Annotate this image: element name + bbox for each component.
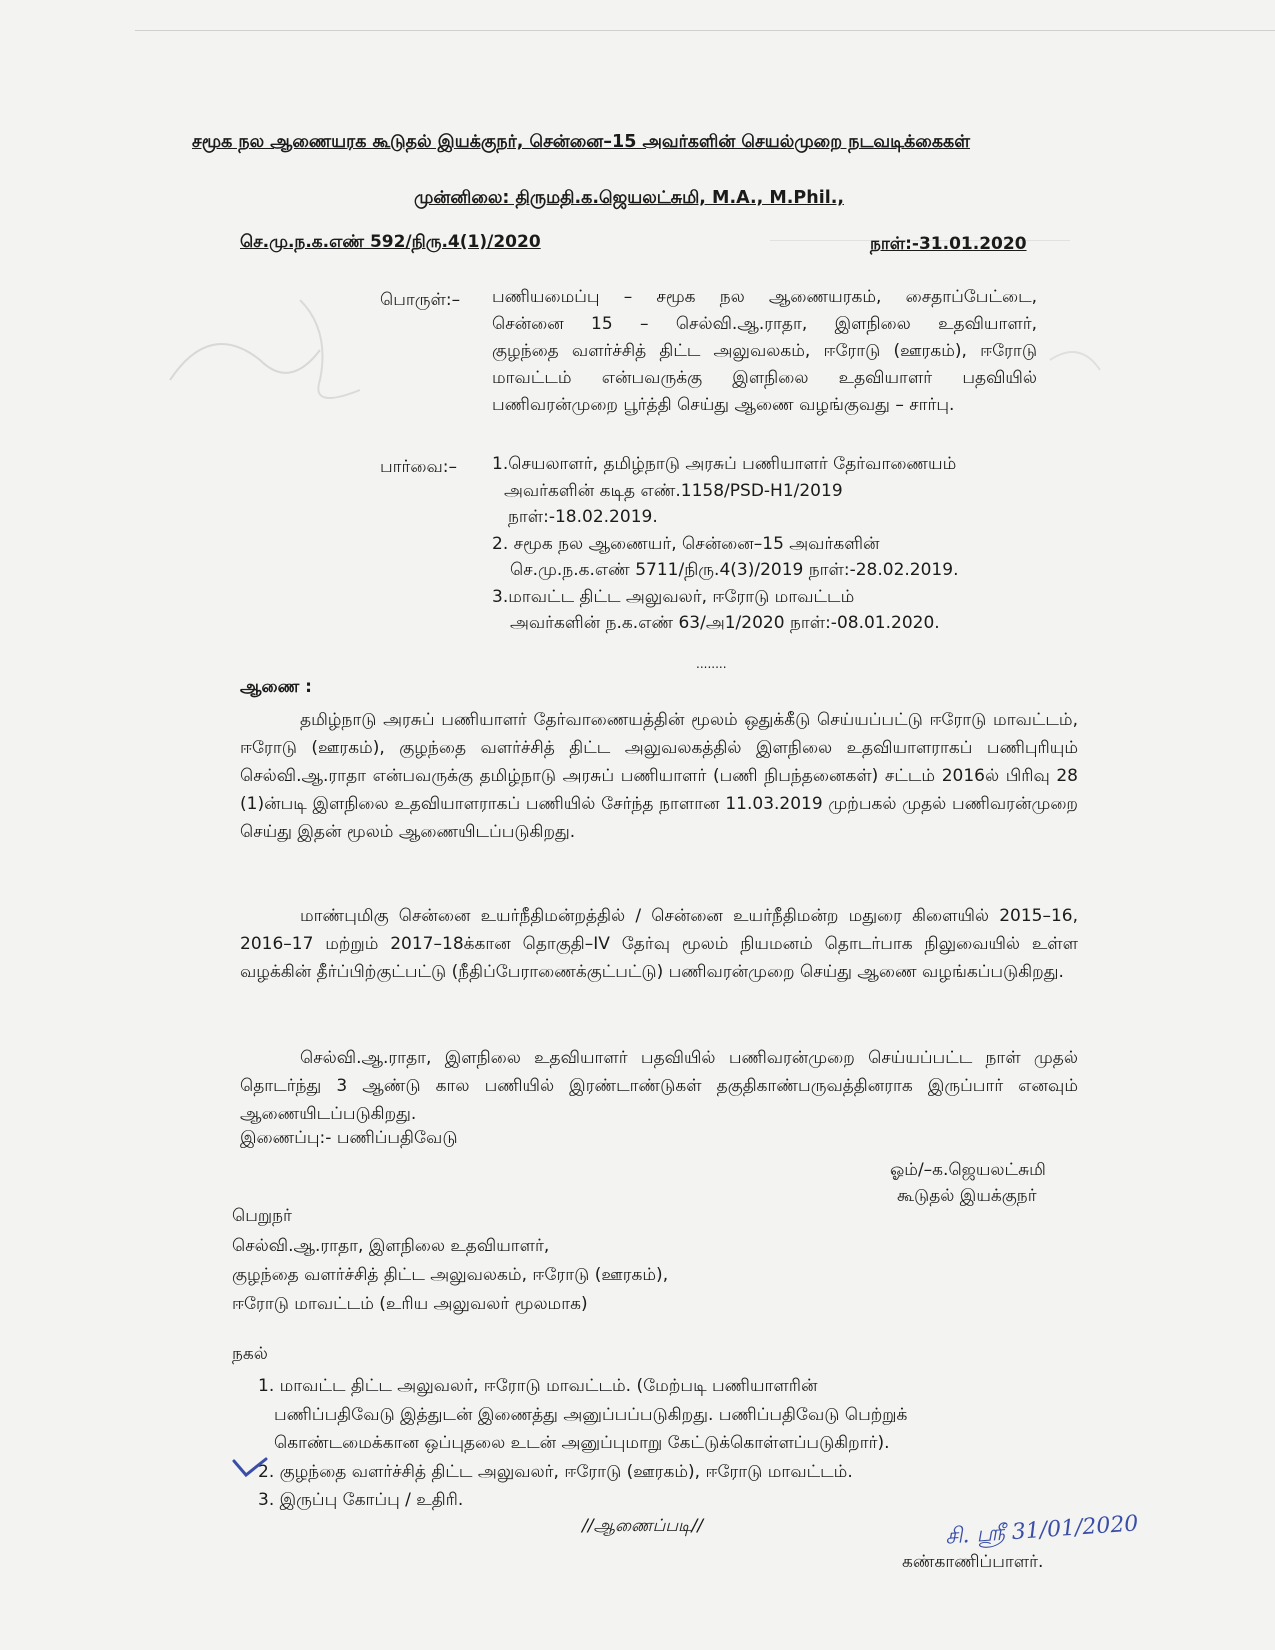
recipient-line: ஈரோடு மாவட்டம் (உரிய அலுவலர் மூலமாக) — [232, 1294, 588, 1314]
recipient-line: செல்வி.ஆ.ராதா, இளநிலை உதவியாளர், — [232, 1236, 550, 1256]
reference-line: அவர்களின் கடித எண்.1158/PSD-H1/2019 — [504, 480, 843, 501]
order-paragraph-3 — [240, 1044, 1078, 1128]
reference-line: நாள்:-18.02.2019. — [508, 507, 658, 527]
superintendent-label: கண்காணிப்பாளர். — [902, 1552, 1044, 1572]
enclosure-line: இணைப்பு:- பணிப்பதிவேடு — [240, 1128, 458, 1148]
copy-line: கொண்டமைக்கான ஒப்புதலை உடன் அனுப்புமாறு கேட்டுக்கொள்ளப்படுகிறார்). — [274, 1433, 890, 1453]
copy-label: நகல் — [232, 1344, 268, 1364]
handwritten-initials-date: சி. ஸ்ரீ 31/01/2020 — [944, 1511, 1140, 1550]
presence-line: முன்னிலை: திருமதி.க.ஜெயலட்சுமி, M.A., M.Phil., — [414, 188, 844, 208]
subject-text — [492, 284, 1037, 419]
recipient-line: குழந்தை வளர்ச்சித் திட்ட அலுவலகம், ஈரோடு (ஊரகம்), — [232, 1265, 669, 1285]
subject-line: மாவட்டம் என்பவருக்கு இளநிலை உதவியாளர் பதவியில் — [492, 368, 1037, 388]
subject-line: குழந்தை வளர்ச்சித் திட்ட அலுவலகம், ஈரோடு (ஊரகம்), ஈரோடு — [492, 341, 1037, 361]
subject-line: சென்னை 15 – செல்வி.ஆ.ராதா, இளநிலை உதவியாளர், — [492, 314, 1037, 334]
scan-edge-line — [135, 30, 1275, 31]
true-copy-line: //ஆணைப்படி// — [582, 1516, 703, 1536]
references-label: பார்வை:– — [380, 457, 457, 477]
recipient-label: பெறுநர் — [232, 1206, 292, 1226]
recipient-address — [232, 1232, 668, 1319]
order-paragraph-2 — [240, 902, 1078, 986]
copy-line: 1. மாவட்ட திட்ட அலுவலர், ஈரோடு மாவட்டம். (மேற்படி பணியாளரின் — [258, 1376, 818, 1396]
copy-line: 3. இருப்பு கோப்பு / உதிரி. — [258, 1490, 464, 1510]
signatory-designation: கூடுதல் இயக்குநர் — [897, 1186, 1037, 1206]
reference-line: செ.மு.ந.க.எண் 5711/நிரு.4(3)/2019 நாள்:-28.02.2019. — [510, 560, 959, 580]
copy-line: பணிப்பதிவேடு இத்துடன் இணைத்து அனுப்பப்படுகிறது. பணிப்பதிவேடு பெற்றுக் — [274, 1404, 908, 1425]
subject-line: பணிவரன்முறை பூர்த்தி செய்து ஆணை வழங்குவது – சார்பு. — [492, 395, 955, 415]
reference-line: 2. சமூக நல ஆணையர், சென்னை–15 அவர்களின் — [492, 533, 880, 554]
reference-line: 1.செயலாளர், தமிழ்நாடு அரசுப் பணியாளர் தேர்வாணையம் — [492, 454, 957, 474]
order-date: நாள்:-31.01.2020 — [870, 234, 1027, 254]
references-list — [492, 451, 958, 637]
order-paragraph-1 — [240, 706, 1078, 846]
copy-list — [258, 1372, 907, 1515]
reference-separator: ........ — [696, 657, 727, 671]
signatory-name: ஓம்/–க.ஜெயலட்சுமி — [890, 1160, 1046, 1180]
subject-line: பணியமைப்பு – சமூக நல ஆணையரகம், சைதாப்பேட்டை, — [492, 287, 1037, 307]
reference-line: 3.மாவட்ட திட்ட அலுவலர், ஈரோடு மாவட்டம் — [492, 586, 855, 607]
handwritten-tick-mark — [230, 1455, 270, 1481]
order-paragraph-text: மாண்புமிகு சென்னை உயர்நீதிமன்றத்தில் / சென்னை உயர்நீதிமன்ற மதுரை கிளையில் 2015–16, 2016–17 மற்றும் 2017–18க்கான தொகுதி–IV தேர்வு மூலம் நியமனம் தொடர்பாக நிலுவையில் உள்ள வழக்கின் தீர்ப்பிற்குட்பட்டு (நீதிப்பேராணைக்குட்பட்டு) பணிவரன்முறை செய்து ஆணை வழங்கப்படுகிறது. — [240, 906, 1078, 982]
order-paragraph-text: செல்வி.ஆ.ராதா, இளநிலை உதவியாளர் பதவியில் பணிவரன்முறை செய்யப்பட்ட நாள் முதல் தொடர்ந்து 3 ஆண்டு கால பணியில் இரண்டாண்டுகள் தகுதிகாண்பருவத்தினராக இருப்பார் எனவும் ஆணையிடப்படுகிறது. — [240, 1048, 1078, 1124]
subject-label: பொருள்:– — [380, 290, 461, 310]
order-paragraph-text: தமிழ்நாடு அரசுப் பணியாளர் தேர்வாணையத்தின் மூலம் ஒதுக்கீடு செய்யப்பட்டு ஈரோடு மாவட்டம், ஈரோடு (ஊரகம்), குழந்தை வளர்ச்சித் திட்ட அலுவலகத்தில் இளநிலை உதவியாளராகப் பணிபுரியும் செல்வி.ஆ.ராதா என்பவருக்கு தமிழ்நாடு அரசுப் பணியாளர் (பணி நிபந்தனைகள்) சட்டம் 2016ல் பிரிவு 28 (1)ன்படி இளநிலை உதவியாளராகப் பணியில் சேர்ந்த நாளான 11.03.2019 முற்பகல் முதல் பணிவரன்முறை செய்து இதன் மூலம் ஆணையிடப்படுகிறது. — [240, 710, 1078, 842]
reference-number: செ.மு.ந.க.எண் 592/நிரு.4(1)/2020 — [240, 232, 541, 252]
reference-line: அவர்களின் ந.க.எண் 63/அ1/2020 நாள்:-08.01.2020. — [510, 613, 940, 633]
copy-line: 2. குழந்தை வளர்ச்சித் திட்ட அலுவலர், ஈரோடு (ஊரகம்), ஈரோடு மாவட்டம். — [258, 1461, 853, 1482]
document-title: சமூக நல ஆணையரக கூடுதல் இயக்குநர், சென்னை–15 அவர்களின் செயல்முறை நடவடிக்கைகள் — [192, 132, 971, 152]
order-heading: ஆணை : — [240, 677, 312, 697]
